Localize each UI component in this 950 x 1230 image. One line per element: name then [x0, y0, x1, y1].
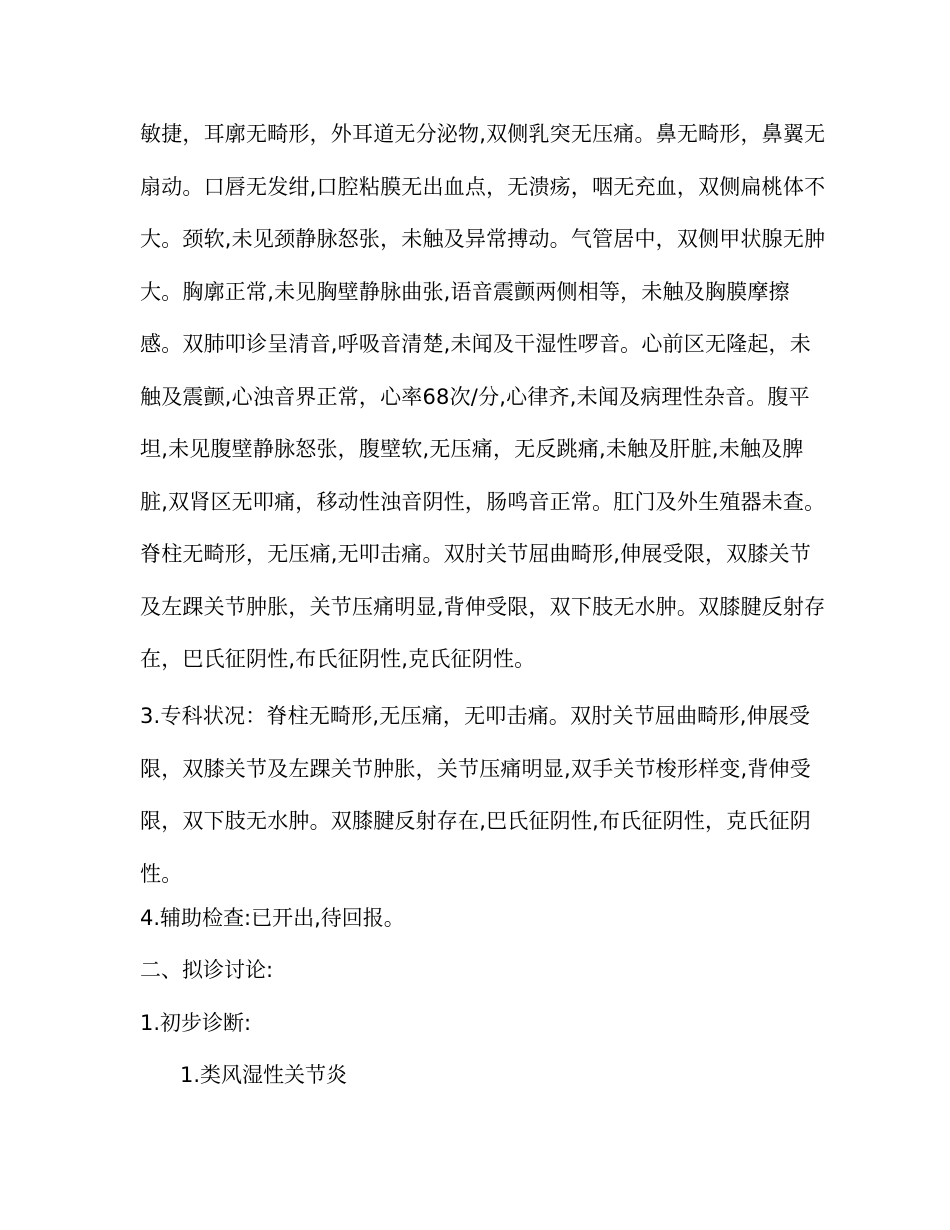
- physical-exam-paragraph: 敏捷，耳廓无畸形，外耳道无分泌物,双侧乳突无压痛。鼻无畸形，鼻翼无扇动。口唇无发绀,口腔粘膜无出血点，无溃疡，咽无充血，双侧扁桃体不大。颈软,未见颈静脉怒张，未触及异常搏动。气管居中，双侧甲状腺无肿大。胸廓正常,未见胸壁静脉曲张,语音震颤两侧相等，未触及胸膜摩擦感。双肺叩诊呈清音,呼吸音清楚,未闻及干湿性啰音。心前区无隆起，未触及震颤,心浊音界正常，心率68次/分,心律齐,未闻及病理性杂音。腹平坦,未见腹壁静脉怒张，腹壁软,无压痛，无反跳痛,未触及肝脏,未触及脾脏,双肾区无叩痛，移动性浊音阴性，肠鸣音正常。肛门及外生殖器未查。脊柱无畸形，无压痛,无叩击痛。双肘关节屈曲畸形,伸展受限，双膝关节及左踝关节肿胀，关节压痛明显,背伸受限，双下肢无水肿。双膝腱反射存在，巴氏征阴性,布氏征阴性,克氏征阴性。: [140, 122, 826, 671]
- initial-diagnosis-heading: 1.初步诊断:: [140, 1011, 252, 1035]
- discussion-heading: 二、拟诊讨论:: [140, 958, 274, 982]
- auxiliary-exam-line: 4.辅助检查:已开出,待回报。: [140, 906, 405, 930]
- specialty-status-paragraph: 3.专科状况：脊柱无畸形,无压痛，无叩击痛。双肘关节屈曲畸形,伸展受限，双膝关节及左踝关节肿胀，关节压痛明显,双手关节梭形样变,背伸受限，双下肢无水肿。双膝腱反射存在,巴氏征阴性,布氏征阴性，克氏征阴性。: [140, 704, 811, 886]
- diagnosis-item: 1.类风湿性关节炎: [180, 1063, 348, 1087]
